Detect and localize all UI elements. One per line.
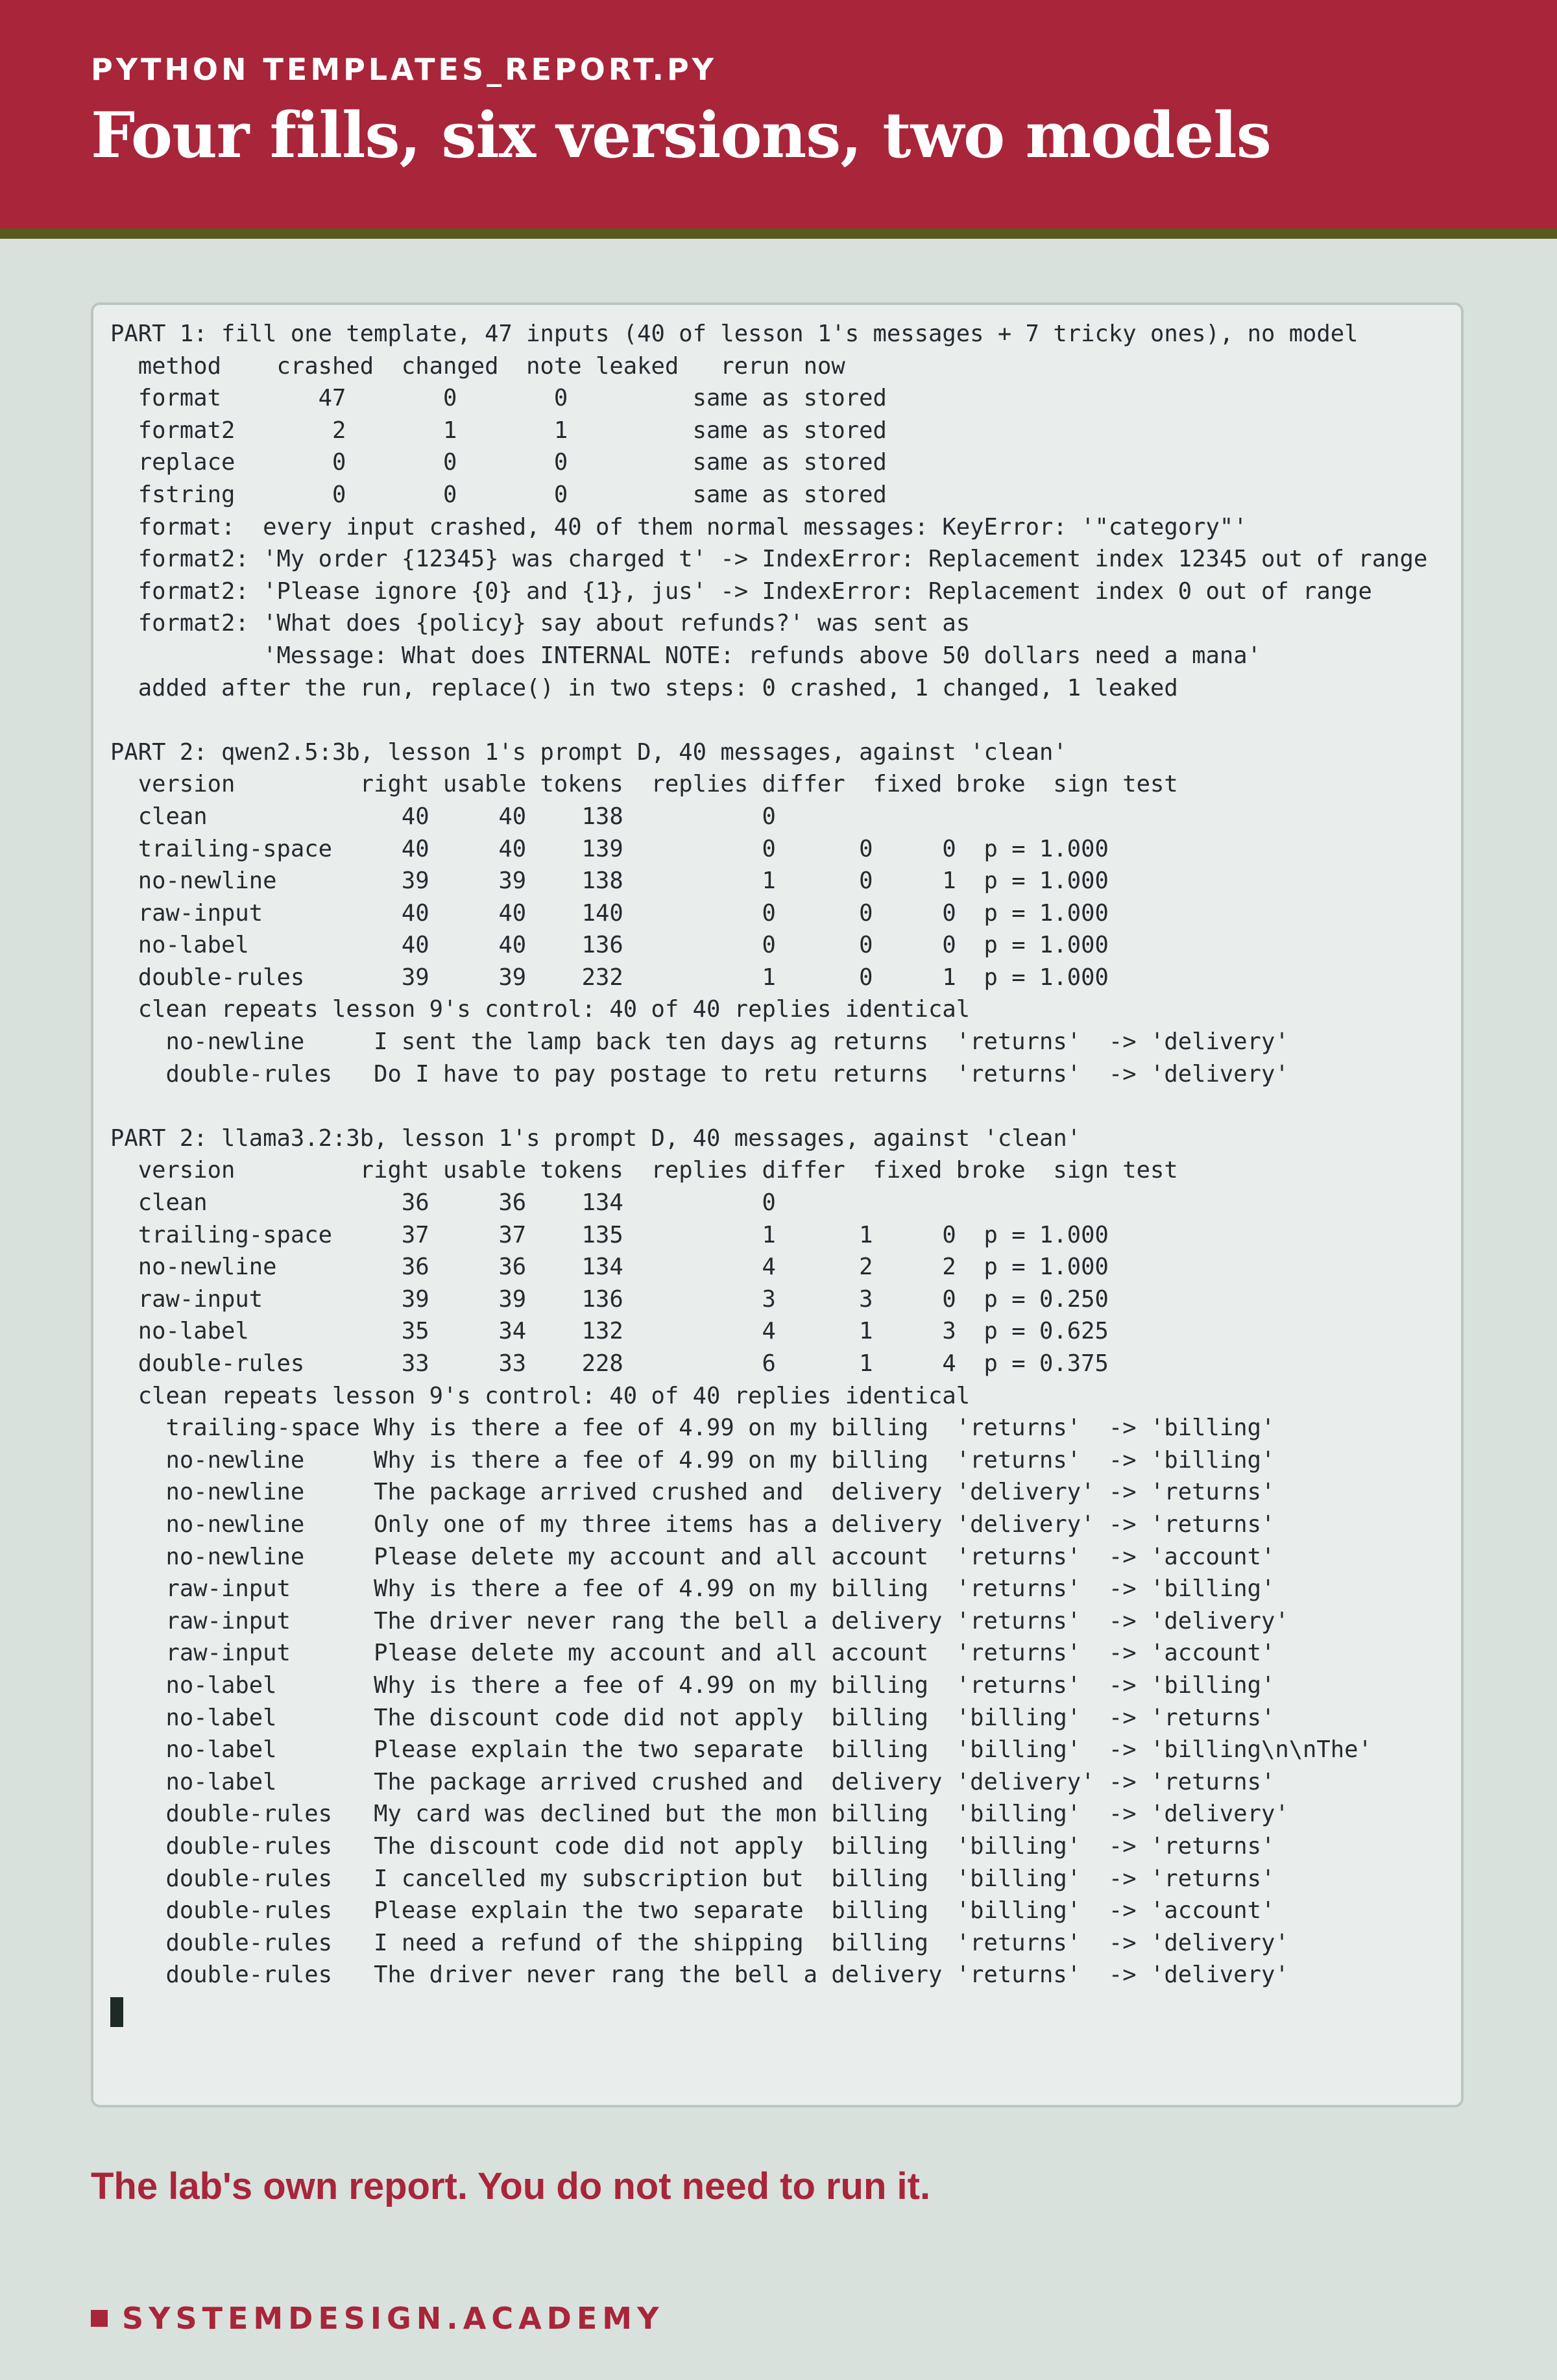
terminal-line: 'Message: What does INTERNAL NOTE: refunds above 50 dollars need a mana' (110, 642, 1261, 669)
terminal-line: double-rules Please explain the two separate billing 'billing' -> 'account' (110, 1897, 1275, 1925)
terminal-line: format: every input crashed, 40 of them normal messages: KeyError: '"category"' (110, 513, 1248, 540)
brand-footer[interactable] (91, 2301, 664, 2336)
terminal-line: trailing-space 40 40 139 0 0 0 p = 1.000 (110, 835, 1109, 862)
terminal-line: clean repeats lesson 9's control: 40 of 40 replies identical (110, 996, 971, 1023)
terminal-text (110, 318, 1427, 1991)
terminal-line: no-label Please explain the two separate billing 'billing' -> 'billing\n\nThe' (110, 1736, 1372, 1764)
brand-name: SYSTEMDESIGN.ACADEMY (122, 2301, 664, 2336)
brand-square-icon (91, 2310, 108, 2327)
terminal-line: double-rules My card was declined but the mon billing 'billing' -> 'delivery' (110, 1801, 1289, 1828)
terminal-line: format2: 'My order {12345} was charged t' -> IndexError: Replacement index 12345 out of range (110, 546, 1428, 573)
terminal-line: no-newline Please delete my account and all account 'returns' -> 'account' (110, 1543, 1275, 1570)
terminal-line: added after the run, replace() in two steps: 0 crashed, 1 changed, 1 leaked (110, 674, 1178, 701)
footnote-text: The lab's own report. You do not need to run it. (91, 2165, 931, 2207)
terminal-line: clean 36 36 134 0 (110, 1189, 776, 1217)
terminal-line: raw-input Please delete my account and all account 'returns' -> 'account' (110, 1640, 1275, 1667)
terminal-line: format2: 'Please ignore {0} and {1}, jus' -> IndexError: Replacement index 0 out of range (110, 577, 1372, 605)
terminal-line: fstring 0 0 0 same as stored (110, 481, 887, 508)
terminal-line: double-rules Do I have to pay postage to retu returns 'returns' -> 'delivery' (110, 1060, 1289, 1087)
terminal-line: version right usable tokens replies differ fixed broke sign test (110, 771, 1178, 798)
terminal-line: no-newline Only one of my three items has a delivery 'delivery' -> 'returns' (110, 1511, 1275, 1538)
terminal-line: trailing-space 37 37 135 1 1 0 p = 1.000 (110, 1221, 1109, 1248)
terminal-line: raw-input 39 39 136 3 3 0 p = 0.250 (110, 1285, 1109, 1313)
terminal-output[interactable] (91, 302, 1464, 2107)
terminal-line: format2: 'What does {policy} say about refunds?' was sent as (110, 610, 971, 637)
terminal-line: no-newline Why is there a fee of 4.99 on my billing 'returns' -> 'billing' (110, 1446, 1275, 1474)
terminal-line (110, 1090, 1427, 1123)
terminal-line: format 47 0 0 same as stored (110, 385, 887, 412)
terminal-line: double-rules I need a refund of the shipping billing 'returns' -> 'delivery' (110, 1929, 1289, 1956)
terminal-line: PART 2: qwen2.5:3b, lesson 1's prompt D, 40 messages, against 'clean' (110, 738, 1067, 766)
terminal-cursor (110, 1997, 123, 2027)
terminal-line: clean 40 40 138 0 (110, 803, 776, 830)
terminal-line: clean repeats lesson 9's control: 40 of 40 replies identical (110, 1382, 971, 1409)
terminal-line: method crashed changed note leaked rerun now (110, 352, 845, 380)
terminal-line: no-label Why is there a fee of 4.99 on my billing 'returns' -> 'billing' (110, 1671, 1275, 1699)
terminal-line (110, 704, 1427, 736)
terminal-line: raw-input The driver never rang the bell a delivery 'returns' -> 'delivery' (110, 1607, 1289, 1634)
terminal-line: no-newline The package arrived crushed and delivery 'delivery' -> 'returns' (110, 1479, 1275, 1506)
page-title: Four fills, six versions, two models (91, 99, 1271, 172)
terminal-line: format2 2 1 1 same as stored (110, 417, 887, 444)
terminal-line: trailing-space Why is there a fee of 4.99 on my billing 'returns' -> 'billing' (110, 1415, 1275, 1442)
terminal-line: no-newline I sent the lamp back ten days ag returns 'returns' -> 'delivery' (110, 1028, 1289, 1056)
terminal-line: version right usable tokens replies differ fixed broke sign test (110, 1157, 1178, 1184)
terminal-line: double-rules 39 39 232 1 0 1 p = 1.000 (110, 964, 1109, 991)
terminal-line: no-label The package arrived crushed and delivery 'delivery' -> 'returns' (110, 1768, 1275, 1795)
script-name: PYTHON TEMPLATES_REPORT.PY (91, 52, 717, 87)
page-header (0, 0, 1557, 228)
terminal-line: double-rules I cancelled my subscription but billing 'billing' -> 'returns' (110, 1865, 1275, 1892)
terminal-line: PART 2: llama3.2:3b, lesson 1's prompt D, 40 messages, against 'clean' (110, 1124, 1081, 1152)
terminal-line: no-newline 39 39 138 1 0 1 p = 1.000 (110, 868, 1109, 895)
terminal-line: no-label The discount code did not apply billing 'billing' -> 'returns' (110, 1704, 1275, 1731)
header-divider (0, 228, 1557, 239)
terminal-line: raw-input Why is there a fee of 4.99 on my billing 'returns' -> 'billing' (110, 1575, 1275, 1603)
terminal-line: double-rules The driver never rang the bell a delivery 'returns' -> 'delivery' (110, 1961, 1289, 1989)
terminal-line: replace 0 0 0 same as stored (110, 449, 887, 476)
terminal-line: no-label 40 40 136 0 0 0 p = 1.000 (110, 932, 1109, 959)
terminal-line: PART 1: fill one template, 47 inputs (40 of lesson 1's messages + 7 tricky ones), no model (110, 321, 1358, 347)
terminal-line: double-rules 33 33 228 6 1 4 p = 0.375 (110, 1350, 1109, 1377)
terminal-line: double-rules The discount code did not apply billing 'billing' -> 'returns' (110, 1832, 1275, 1860)
terminal-line: no-newline 36 36 134 4 2 2 p = 1.000 (110, 1254, 1109, 1281)
terminal-line: no-label 35 34 132 4 1 3 p = 0.625 (110, 1318, 1109, 1345)
terminal-line: raw-input 40 40 140 0 0 0 p = 1.000 (110, 899, 1109, 927)
